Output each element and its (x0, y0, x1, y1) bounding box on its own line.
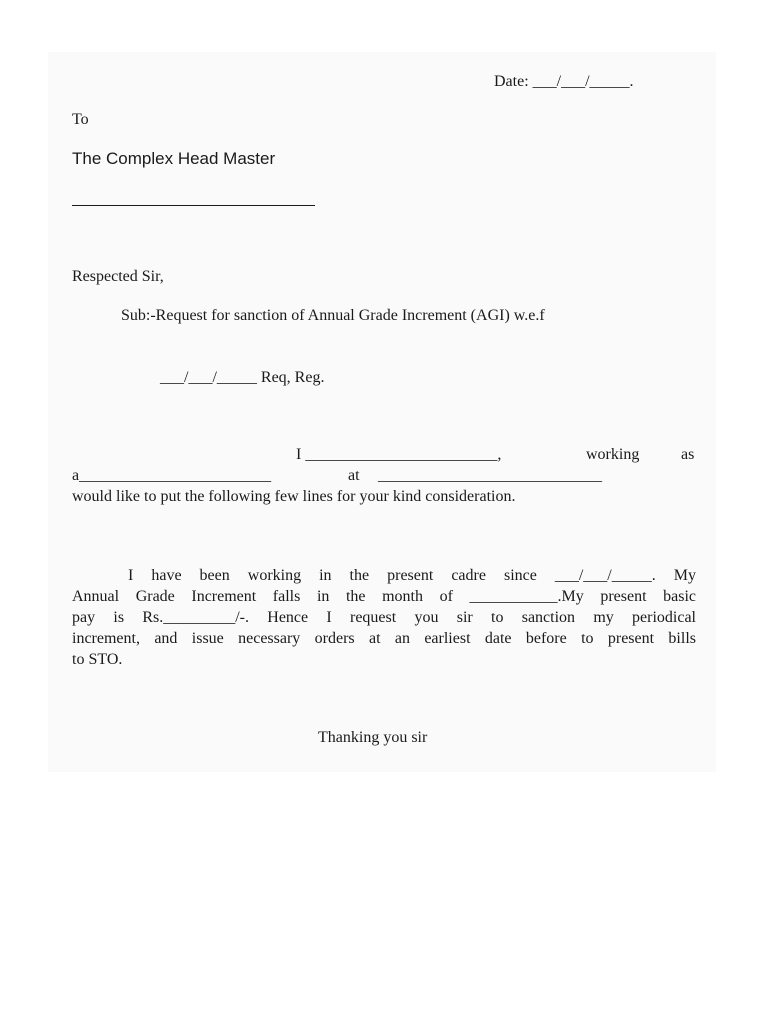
intro-line-3: would like to put the following few lines for your kind consideration. (72, 488, 516, 505)
date-line: Date: ___/___/_____. (494, 73, 634, 90)
addressee: The Complex Head Master (72, 149, 276, 168)
intro-working: working (586, 446, 640, 463)
to-label: To (72, 111, 89, 128)
subject-line-2: ___/___/_____ Req, Reg. (160, 369, 325, 386)
intro-name-blank: I ________________________, (296, 446, 502, 463)
body-line-4: increment, and issue necessary orders at an earliest date before to present bills (72, 630, 696, 647)
body-line-1: I have been working in the present cadre since ___/___/_____. My (128, 567, 696, 584)
subject-line-1: Sub:-Request for sanction of Annual Grade Increment (AGI) w.e.f (121, 307, 545, 324)
intro-at: at (348, 467, 360, 484)
intro-designation-blank: a________________________ (72, 467, 272, 484)
closing: Thanking you sir (318, 729, 428, 746)
intro-place-blank: ____________________________ (378, 467, 602, 484)
salutation: Respected Sir, (72, 268, 164, 285)
intro-as: as (681, 446, 695, 463)
body-line-5: to STO. (72, 651, 123, 668)
body-line-3: pay is Rs._________/-. Hence I request you sir to sanction my periodical (72, 609, 696, 626)
address-blank-line (72, 205, 315, 206)
body-line-2: Annual Grade Increment falls in the month of ___________.My present basic (72, 588, 696, 605)
